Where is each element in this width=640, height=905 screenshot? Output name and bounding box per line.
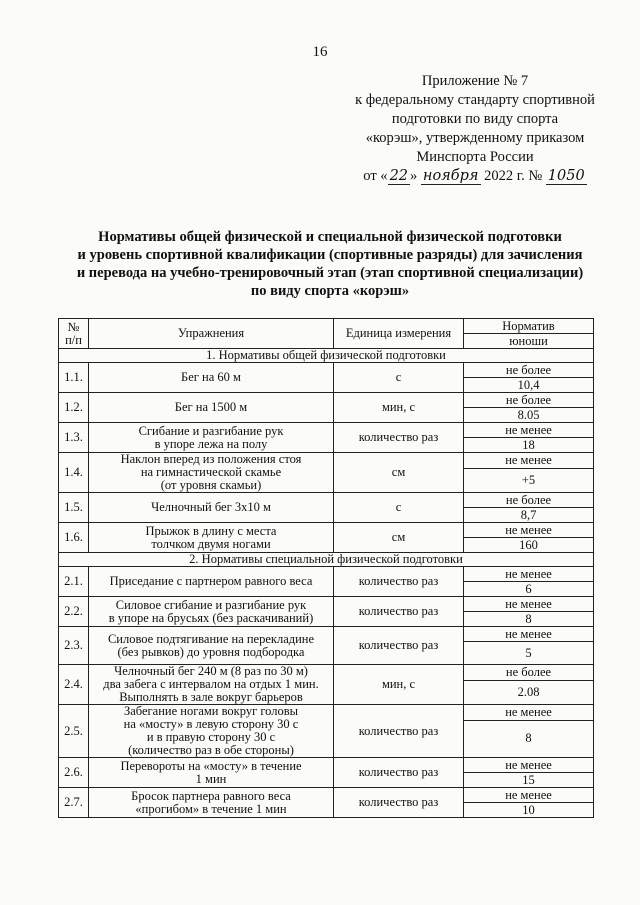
norm-condition: не менее (464, 627, 594, 642)
order-date-line (340, 167, 610, 186)
exercise-name: Наклон вперед из положения стоя на гимнастической скамье (от уровня скамьи) (89, 453, 334, 493)
exercise-name: Челночный бег 240 м (8 раз по 30 м) два забега с интервалом на отдых 1 мин. Выполнять в зале вокруг барьеров (89, 665, 334, 705)
section-title: 2. Нормативы специальной физической подготовки (59, 553, 594, 567)
appendix-line: к федеральному стандарту спортивной (355, 92, 595, 108)
section-row (59, 553, 594, 567)
row-number: 2.5. (59, 705, 89, 758)
norm-value: 8 (464, 612, 594, 627)
exercise-name: Челночный бег 3х10 м (89, 493, 334, 523)
norm-condition: не более (464, 665, 594, 681)
appendix-line: «корэш», утвержденному приказом (365, 130, 585, 146)
table-body (59, 349, 594, 818)
appendix-block (340, 72, 610, 186)
norm-condition: не менее (464, 423, 594, 438)
title-line: по виду спорта «корэш» (250, 283, 410, 299)
date-year: 2022 г. № (480, 168, 546, 184)
section-title: 1. Нормативы общей физической подготовки (59, 349, 594, 363)
title-line: и перевода на учебно-тренировочный этап (этап спортивной специализации) (76, 265, 584, 281)
row-number: 2.2. (59, 597, 89, 627)
norm-value: 6 (464, 582, 594, 597)
norm-value: 8 (464, 720, 594, 757)
norm-condition: не менее (464, 453, 594, 469)
table-row (59, 523, 594, 538)
header-exercise: Упражнения (89, 319, 334, 349)
exercise-name: Сгибание и разгибание рук в упоре лежа на полу (89, 423, 334, 453)
table-row (59, 493, 594, 508)
exercise-name: Прыжок в длину с места толчком двумя ногами (89, 523, 334, 553)
norm-value: 2.08 (464, 680, 594, 704)
unit-cell: количество раз (334, 705, 464, 758)
exercise-name: Бег на 1500 м (89, 393, 334, 423)
appendix-line: подготовки по виду спорта (391, 111, 559, 127)
norm-condition: не менее (464, 788, 594, 803)
row-number: 2.3. (59, 627, 89, 665)
row-number: 1.6. (59, 523, 89, 553)
norm-condition: не менее (464, 567, 594, 582)
norm-value: 10 (464, 803, 594, 818)
norm-condition: не менее (464, 597, 594, 612)
unit-cell: количество раз (334, 627, 464, 665)
norm-value: 8,7 (464, 508, 594, 523)
table-row (59, 788, 594, 803)
norm-condition: не менее (464, 705, 594, 721)
norm-value: 15 (464, 773, 594, 788)
table-row (59, 665, 594, 681)
norm-condition: не менее (464, 758, 594, 773)
unit-cell: количество раз (334, 423, 464, 453)
norm-condition: не более (464, 393, 594, 408)
row-number: 2.4. (59, 665, 89, 705)
table-row (59, 363, 594, 378)
unit-cell: см (334, 453, 464, 493)
exercise-name: Бег на 60 м (89, 363, 334, 393)
page-number: 16 (312, 44, 328, 60)
norm-condition: не более (464, 493, 594, 508)
appendix-line: Минспорта России (416, 149, 534, 165)
unit-cell: с (334, 493, 464, 523)
handwritten-order-number: 1050 (547, 168, 585, 184)
table-row (59, 705, 594, 721)
table-row (59, 627, 594, 642)
header-group-boys: юноши (464, 334, 594, 349)
exercise-name: Перевороты на «мосту» в течение 1 мин (89, 758, 334, 788)
table-row (59, 597, 594, 612)
header-number: № п/п (59, 319, 89, 349)
norms-table (58, 318, 594, 818)
section-row (59, 349, 594, 363)
unit-cell: мин, с (334, 665, 464, 705)
exercise-name: Забегание ногами вокруг головы на «мосту» в левую сторону 30 с и в правую сторону 30 с (количество раз в обе стороны) (89, 705, 334, 758)
unit-cell: количество раз (334, 567, 464, 597)
norm-value: 8.05 (464, 408, 594, 423)
document-title (60, 228, 600, 300)
appendix-line: Приложение № 7 (421, 73, 529, 89)
row-number: 1.5. (59, 493, 89, 523)
table-row (59, 423, 594, 438)
header-unit: Единица измерения (334, 319, 464, 349)
unit-cell: количество раз (334, 597, 464, 627)
handwritten-day: 22 (389, 168, 409, 184)
title-line: Нормативы общей физической и специальной физической подготовки (98, 229, 562, 245)
norm-value: 10,4 (464, 378, 594, 393)
unit-cell: мин, с (334, 393, 464, 423)
row-number: 1.1. (59, 363, 89, 393)
norm-value: 160 (464, 538, 594, 553)
exercise-name: Силовое сгибание и разгибание рук в упоре на брусьях (без раскачиваний) (89, 597, 334, 627)
norm-value: 5 (464, 642, 594, 665)
table-row (59, 453, 594, 469)
row-number: 2.6. (59, 758, 89, 788)
date-prefix: от « (363, 168, 388, 184)
title-line: и уровень спортивной квалификации (спортивные разряды) для зачисления (77, 247, 583, 263)
exercise-name: Приседание с партнером равного веса (89, 567, 334, 597)
header-norm: Норматив (464, 319, 594, 334)
norm-value: 18 (464, 438, 594, 453)
row-number: 2.7. (59, 788, 89, 818)
norm-condition: не более (464, 363, 594, 378)
table-row (59, 393, 594, 408)
row-number: 2.1. (59, 567, 89, 597)
row-number: 1.3. (59, 423, 89, 453)
norm-condition: не менее (464, 523, 594, 538)
exercise-name: Силовое подтягивание на перекладине (без рывков) до уровня подбородка (89, 627, 334, 665)
handwritten-month: ноября (422, 168, 479, 184)
unit-cell: с (334, 363, 464, 393)
row-number: 1.2. (59, 393, 89, 423)
exercise-name: Бросок партнера равного веса «прогибом» в течение 1 мин (89, 788, 334, 818)
table-row (59, 567, 594, 582)
unit-cell: количество раз (334, 758, 464, 788)
table-row (59, 758, 594, 773)
unit-cell: см (334, 523, 464, 553)
norm-value: +5 (464, 468, 594, 492)
row-number: 1.4. (59, 453, 89, 493)
date-day-close: » (410, 168, 421, 184)
unit-cell: количество раз (334, 788, 464, 818)
